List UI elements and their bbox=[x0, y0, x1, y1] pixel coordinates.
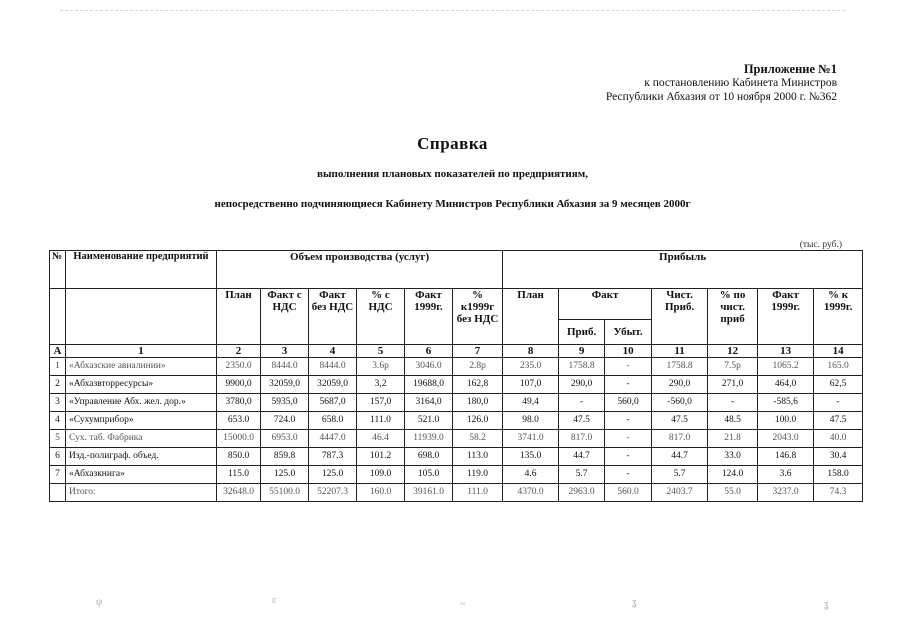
table-row bbox=[50, 466, 863, 484]
value-cell: 2350.0 bbox=[217, 358, 261, 376]
value-cell: 4.6 bbox=[503, 466, 559, 484]
value-cell: 3741.0 bbox=[503, 430, 559, 448]
scan-speck: ʓ bbox=[824, 599, 829, 610]
col-profit-1999-header: Факт 1999г. bbox=[758, 289, 814, 345]
value-cell: - bbox=[605, 466, 652, 484]
value-cell: 109.0 bbox=[357, 466, 405, 484]
value-cell: 39161.0 bbox=[405, 484, 453, 502]
value-cell: 3164,0 bbox=[405, 394, 453, 412]
value-cell: 560.0 bbox=[605, 484, 652, 502]
value-cell: 850.0 bbox=[217, 448, 261, 466]
value-cell: 658.0 bbox=[309, 412, 357, 430]
value-cell: 5687,0 bbox=[309, 394, 357, 412]
col-fact-novat-header: Факт без НДС bbox=[309, 289, 357, 345]
col-number: 13 bbox=[758, 345, 814, 358]
scan-speck: ʓ bbox=[632, 597, 637, 608]
value-cell: 33.0 bbox=[708, 448, 758, 466]
value-cell: 58.2 bbox=[453, 430, 503, 448]
value-cell: - bbox=[605, 376, 652, 394]
value-cell: 724.0 bbox=[261, 412, 309, 430]
subtitle-line-1: выполнения плановых показателей по предприятиям, bbox=[317, 168, 588, 180]
col-pct-k1999-header: % к 1999г. bbox=[814, 289, 863, 345]
scan-speck: ~ bbox=[460, 599, 466, 610]
value-cell: 2043.0 bbox=[758, 430, 814, 448]
value-cell: 47.5 bbox=[559, 412, 605, 430]
enterprise-name-cell: «Абхазские авиалинии» bbox=[66, 358, 217, 376]
col-fact-1999-header: Факт 1999г. bbox=[405, 289, 453, 345]
value-cell: 47.5 bbox=[652, 412, 708, 430]
col-number: 2 bbox=[217, 345, 261, 358]
value-cell: 44.7 bbox=[652, 448, 708, 466]
value-cell: 5.7 bbox=[652, 466, 708, 484]
value-cell: 44.7 bbox=[559, 448, 605, 466]
performance-table bbox=[49, 250, 863, 502]
value-cell: - bbox=[605, 412, 652, 430]
appendix-title: Приложение №1 bbox=[743, 62, 837, 76]
col-name-spacer bbox=[66, 289, 217, 345]
header-row-1 bbox=[50, 251, 863, 289]
value-cell: 48.5 bbox=[708, 412, 758, 430]
col-number: 9 bbox=[559, 345, 605, 358]
value-cell: 32059,0 bbox=[309, 376, 357, 394]
column-number-row bbox=[50, 345, 863, 358]
value-cell: -560,0 bbox=[652, 394, 708, 412]
value-cell: 126.0 bbox=[453, 412, 503, 430]
col-no-header: № bbox=[50, 251, 66, 289]
enterprise-name-cell: Сух. таб. Фабрика bbox=[66, 430, 217, 448]
value-cell: 74.3 bbox=[814, 484, 863, 502]
enterprise-name-cell: Изд.-полиграф. объед. bbox=[66, 448, 217, 466]
value-cell: 146.8 bbox=[758, 448, 814, 466]
col-pct-1999-header: % к1999г без НДС bbox=[453, 289, 503, 345]
value-cell: - bbox=[605, 430, 652, 448]
col-number: 5 bbox=[357, 345, 405, 358]
value-cell: 235.0 bbox=[503, 358, 559, 376]
col-no-spacer bbox=[50, 289, 66, 345]
value-cell: 49,4 bbox=[503, 394, 559, 412]
value-cell: 21.8 bbox=[708, 430, 758, 448]
col-number: 1 bbox=[66, 345, 217, 358]
value-cell: - bbox=[559, 394, 605, 412]
value-cell: 62,5 bbox=[814, 376, 863, 394]
row-number-cell bbox=[50, 484, 66, 502]
group-volume-header: Объем производства (услуг) bbox=[217, 251, 503, 289]
value-cell: 180,0 bbox=[453, 394, 503, 412]
value-cell: 560,0 bbox=[605, 394, 652, 412]
value-cell: 111.0 bbox=[357, 412, 405, 430]
value-cell: 162,8 bbox=[453, 376, 503, 394]
table-row bbox=[50, 430, 863, 448]
value-cell: 105.0 bbox=[405, 466, 453, 484]
value-cell: 8444.0 bbox=[261, 358, 309, 376]
value-cell: 125.0 bbox=[309, 466, 357, 484]
value-cell: 46.4 bbox=[357, 430, 405, 448]
row-number-cell: 2 bbox=[50, 376, 66, 394]
value-cell: 698.0 bbox=[405, 448, 453, 466]
value-cell: 55100.0 bbox=[261, 484, 309, 502]
enterprise-name-cell: Итого: bbox=[66, 484, 217, 502]
value-cell: 157,0 bbox=[357, 394, 405, 412]
enterprise-name-cell: «Сухумприбор» bbox=[66, 412, 217, 430]
col-number: А bbox=[50, 345, 66, 358]
value-cell: - bbox=[605, 358, 652, 376]
value-cell: 3.6 bbox=[758, 466, 814, 484]
col-name-header: Наименование предприятий bbox=[66, 251, 217, 289]
value-cell: 40.0 bbox=[814, 430, 863, 448]
value-cell: 7.5р bbox=[708, 358, 758, 376]
row-number-cell: 4 bbox=[50, 412, 66, 430]
value-cell: 464,0 bbox=[758, 376, 814, 394]
value-cell: -585,6 bbox=[758, 394, 814, 412]
value-cell: 8444.0 bbox=[309, 358, 357, 376]
value-cell: 6953.0 bbox=[261, 430, 309, 448]
value-cell: 119.0 bbox=[453, 466, 503, 484]
value-cell: 124.0 bbox=[708, 466, 758, 484]
group-profit-header: Прибыль bbox=[503, 251, 863, 289]
value-cell: 135.0 bbox=[503, 448, 559, 466]
col-number: 8 bbox=[503, 345, 559, 358]
col-profit-sub-loss: Убыт. bbox=[605, 320, 652, 345]
value-cell: 521.0 bbox=[405, 412, 453, 430]
col-pct-net-header: % по чист. приб bbox=[708, 289, 758, 345]
value-cell: 1758.8 bbox=[559, 358, 605, 376]
appendix-block bbox=[606, 62, 837, 104]
header-row-2 bbox=[50, 289, 863, 320]
value-cell: 2.8р bbox=[453, 358, 503, 376]
row-number-cell: 5 bbox=[50, 430, 66, 448]
value-cell: 4370.0 bbox=[503, 484, 559, 502]
value-cell: 817.0 bbox=[559, 430, 605, 448]
enterprise-name-cell: «Абхазкнига» bbox=[66, 466, 217, 484]
value-cell: 3237.0 bbox=[758, 484, 814, 502]
scan-edge-line bbox=[60, 10, 845, 11]
col-number: 10 bbox=[605, 345, 652, 358]
value-cell: 15000.0 bbox=[217, 430, 261, 448]
appendix-line-1: к постановлению Кабинета Министров bbox=[644, 77, 837, 89]
value-cell: 4447.0 bbox=[309, 430, 357, 448]
col-number: 7 bbox=[453, 345, 503, 358]
value-cell: 5.7 bbox=[559, 466, 605, 484]
value-cell: 47.5 bbox=[814, 412, 863, 430]
col-profit-plan-header: План bbox=[503, 289, 559, 345]
value-cell: 9900,0 bbox=[217, 376, 261, 394]
value-cell: 5935,0 bbox=[261, 394, 309, 412]
appendix-line-2: Республики Абхазия от 10 ноября 2000 г. №362 bbox=[605, 91, 837, 103]
col-number: 11 bbox=[652, 345, 708, 358]
row-number-cell: 7 bbox=[50, 466, 66, 484]
value-cell: 817.0 bbox=[652, 430, 708, 448]
value-cell: 271,0 bbox=[708, 376, 758, 394]
value-cell: 113.0 bbox=[453, 448, 503, 466]
value-cell: 158.0 bbox=[814, 466, 863, 484]
value-cell: 52207.3 bbox=[309, 484, 357, 502]
value-cell: 787.3 bbox=[309, 448, 357, 466]
document-title: Справка bbox=[417, 134, 488, 153]
table-row bbox=[50, 394, 863, 412]
col-profit-net-header: Чист. Приб. bbox=[652, 289, 708, 345]
value-cell: 32648.0 bbox=[217, 484, 261, 502]
value-cell: - bbox=[708, 394, 758, 412]
value-cell: 3.6р bbox=[357, 358, 405, 376]
subtitle-line-2: непосредственно подчиняющиеся Кабинету Министров Республики Абхазия за 9 месяцев 2000г bbox=[214, 198, 691, 210]
value-cell: 3780,0 bbox=[217, 394, 261, 412]
col-profit-sub-pr: Приб. bbox=[559, 320, 605, 345]
col-plan-header: План bbox=[217, 289, 261, 345]
value-cell: 111.0 bbox=[453, 484, 503, 502]
col-number: 4 bbox=[309, 345, 357, 358]
value-cell: 125.0 bbox=[261, 466, 309, 484]
row-number-cell: 1 bbox=[50, 358, 66, 376]
table-body bbox=[50, 358, 863, 502]
value-cell: 3046.0 bbox=[405, 358, 453, 376]
table-row bbox=[50, 484, 863, 502]
value-cell: 101.2 bbox=[357, 448, 405, 466]
value-cell: 290,0 bbox=[559, 376, 605, 394]
value-cell: 290,0 bbox=[652, 376, 708, 394]
col-profit-fact-header: Факт bbox=[559, 289, 652, 320]
col-number: 6 bbox=[405, 345, 453, 358]
table-row bbox=[50, 376, 863, 394]
enterprise-name-cell: «Абхазвторресурсы» bbox=[66, 376, 217, 394]
value-cell: 3,2 bbox=[357, 376, 405, 394]
value-cell: 2963.0 bbox=[559, 484, 605, 502]
value-cell: 107,0 bbox=[503, 376, 559, 394]
value-cell: 115.0 bbox=[217, 466, 261, 484]
value-cell: 19688,0 bbox=[405, 376, 453, 394]
row-number-cell: 3 bbox=[50, 394, 66, 412]
value-cell: 160.0 bbox=[357, 484, 405, 502]
value-cell: 98.0 bbox=[503, 412, 559, 430]
value-cell: 2403.7 bbox=[652, 484, 708, 502]
value-cell: 859.8 bbox=[261, 448, 309, 466]
enterprise-name-cell: «Управление Абх. жел. дор.» bbox=[66, 394, 217, 412]
col-number: 14 bbox=[814, 345, 863, 358]
col-number: 12 bbox=[708, 345, 758, 358]
value-cell: - bbox=[605, 448, 652, 466]
value-cell: 32059,0 bbox=[261, 376, 309, 394]
table-row bbox=[50, 448, 863, 466]
col-fact-vat-header: Факт с НДС bbox=[261, 289, 309, 345]
value-cell: 100.0 bbox=[758, 412, 814, 430]
value-cell: 30.4 bbox=[814, 448, 863, 466]
value-cell: 11939.0 bbox=[405, 430, 453, 448]
value-cell: 1758.8 bbox=[652, 358, 708, 376]
row-number-cell: 6 bbox=[50, 448, 66, 466]
scan-speck: ε bbox=[272, 595, 277, 606]
value-cell: 653.0 bbox=[217, 412, 261, 430]
value-cell: 1065.2 bbox=[758, 358, 814, 376]
scan-speck: ψ bbox=[96, 597, 103, 608]
col-pct-vat-header: % с НДС bbox=[357, 289, 405, 345]
table-row bbox=[50, 358, 863, 376]
value-cell: 55.0 bbox=[708, 484, 758, 502]
value-cell: - bbox=[814, 394, 863, 412]
value-cell: 165.0 bbox=[814, 358, 863, 376]
table-row bbox=[50, 412, 863, 430]
col-number: 3 bbox=[261, 345, 309, 358]
units-label: (тыс. руб.) bbox=[799, 240, 842, 250]
